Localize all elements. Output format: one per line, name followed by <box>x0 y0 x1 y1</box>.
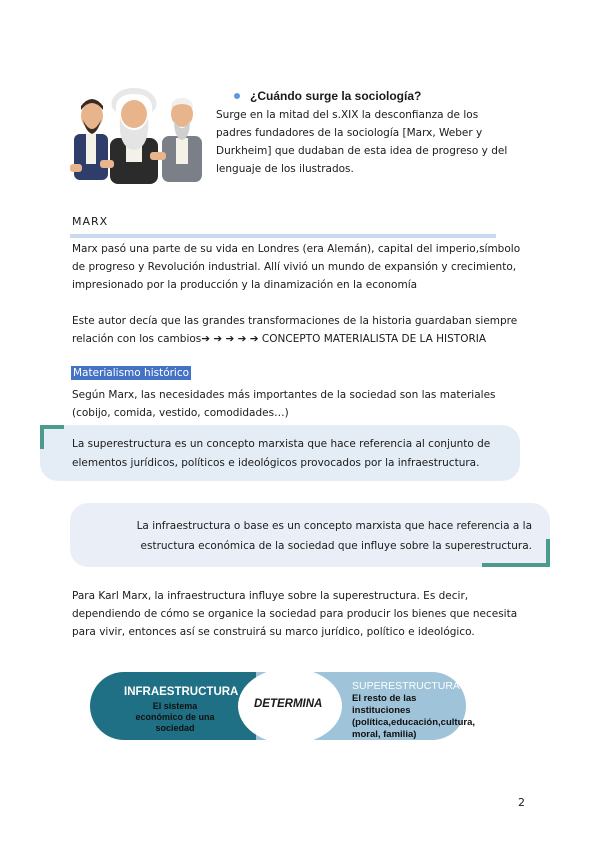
box-corner-accent <box>482 563 550 567</box>
diagram-determina-label: DETERMINA <box>254 698 323 710</box>
materialismo-heading: Materialismo histórico <box>73 367 190 379</box>
infra-super-diagram <box>90 672 475 740</box>
superestructura-box <box>40 425 520 481</box>
question-title-text: ¿Cuándo surge la sociología? <box>250 89 422 103</box>
question-title <box>236 89 421 103</box>
marx-heading: MARX <box>72 215 109 228</box>
box-corner-accent <box>40 425 64 429</box>
diagram-super-title: SUPERESTRUCTURA <box>352 680 460 692</box>
diagram-infra-subtitle: El sistema económico de una sociedad <box>135 701 215 733</box>
marx-paragraph-2: Este autor decía que las grandes transformaciones de la historia guardaban siempre relación con los cambios➔ ➔ ➔ ➔ ➔ CONCEPTO MATERIALISTA DE LA HISTORIA <box>72 315 518 345</box>
page-number: 2 <box>518 796 525 809</box>
sociologists-illustration <box>70 86 210 186</box>
materialismo-paragraph: Según Marx, las necesidades más importantes de la sociedad son las materiales (cobijo, comida, vestido, comodidades…) <box>72 389 496 419</box>
diagram-infra-title: INFRAESTRUCTURA <box>124 686 239 698</box>
marx-figure <box>100 88 158 184</box>
diagram-super-subtitle: El resto de las instituciones (política,educación,cultura, moral, familia) <box>352 693 475 740</box>
closing-paragraph: Para Karl Marx, la infraestructura influye sobre la superestructura. Es decir, dependiendo de cómo se organice la sociedad para producir los bienes que necesita para vivir, entonces así se construirá su marco jurídico, político e ideológico. <box>72 590 518 638</box>
question-text: Surge en la mitad del s.XIX la desconfianza de los padres fundadores de la sociología [Marx, Weber y Durkheim] que dudaban de esta idea de progreso y del lenguaje de los ilustrados. <box>216 109 508 175</box>
infraestructura-box <box>70 503 550 567</box>
superestructura-definition: La superestructura es un concepto marxista que hace referencia al conjunto de elementos jurídicos, políticos e ideológicos provocados por la infraestructura. <box>72 438 491 469</box>
marx-heading-underline <box>70 234 496 238</box>
marx-paragraph-1: Marx pasó una parte de su vida en Londres (era Alemán), capital del imperio,símbolo de progreso y Revolución industrial. Allí vivió un mundo de expansión y crecimiento, impresionado por la producción y la dinamización en la economía <box>72 243 521 291</box>
infraestructura-definition: La infraestructura o base es un concepto marxista que hace referencia a la estructura económica de la sociedad que influye sobre la superestructura. <box>136 520 532 552</box>
bullet-icon <box>234 93 240 99</box>
